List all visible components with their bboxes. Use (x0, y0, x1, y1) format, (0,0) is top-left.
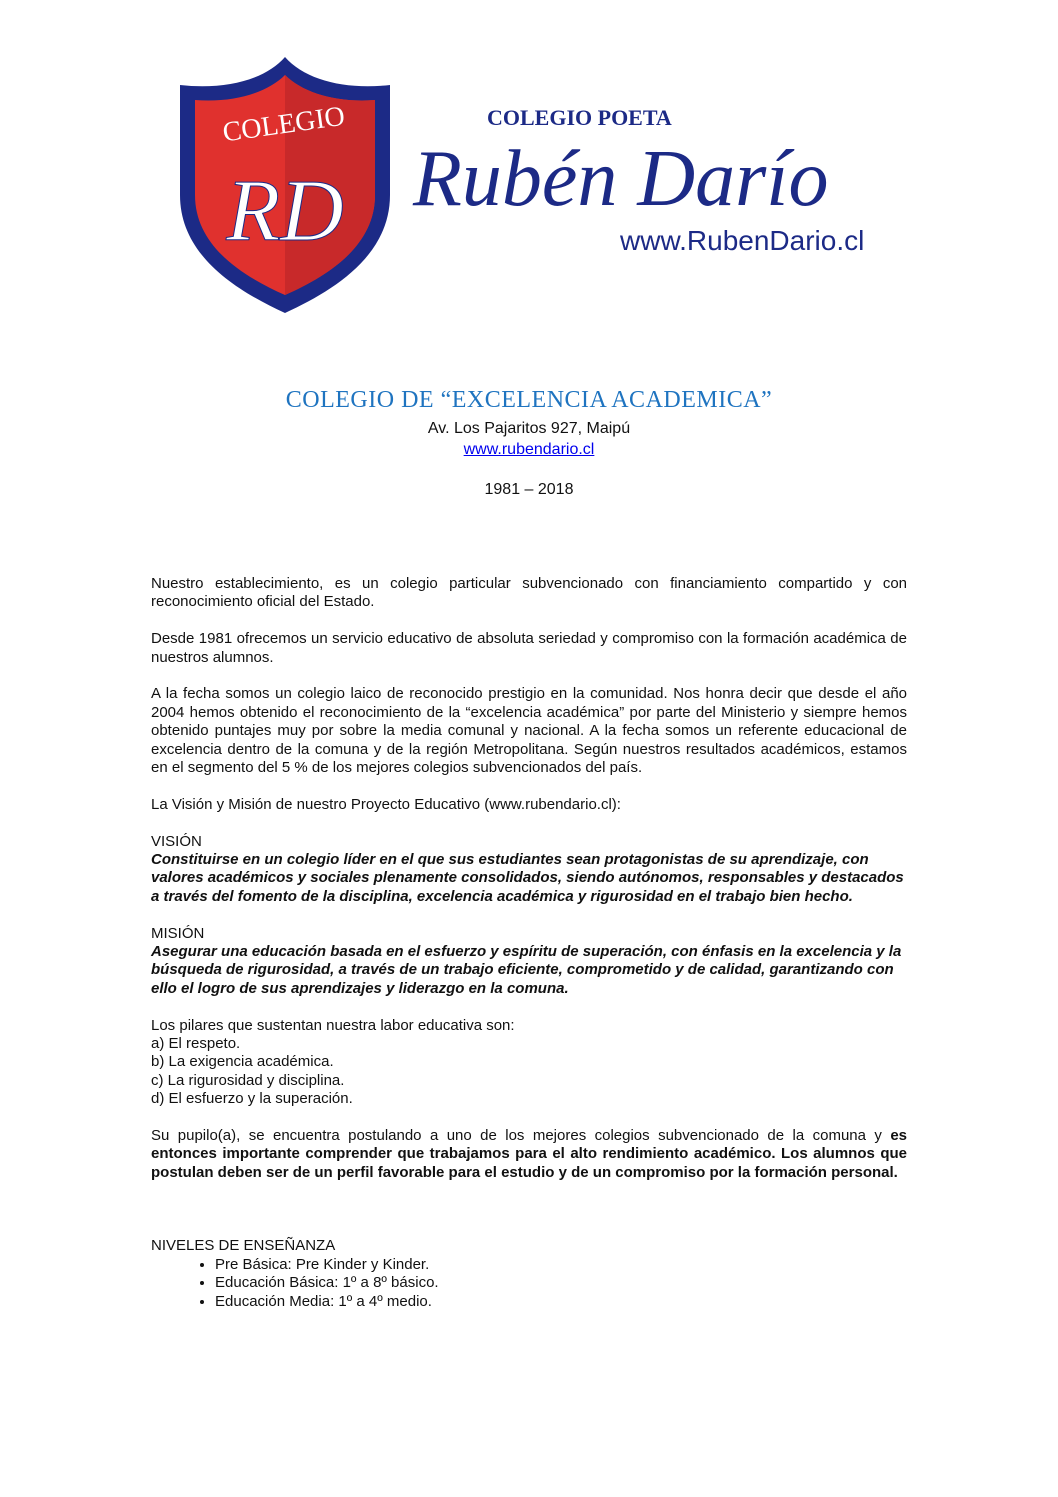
mision-text: Asegurar una educación basada en el esfuerzo y espíritu de superación, con énfasis en la excelencia y la búsqueda de rigurosidad, a través de un trabajo eficiente, comprometido y de calidad, garantizando con ello el logro de sus aprendizajes y liderazgo en la comuna. (151, 943, 902, 997)
years: 1981 – 2018 (484, 481, 574, 498)
logo-name: Rubén Darío (413, 135, 829, 223)
shield-icon (175, 55, 395, 317)
vision-heading: VISIÓN (151, 832, 202, 850)
address: Av. Los Pajaritos 927, Maipú (427, 420, 631, 437)
vision-text: Constituirse en un colegio líder en el que sus estudiantes sean protagonistas de su aprendizaje, con valores académicos y sociales plenamente consolidados, siendo autónomos, responsables y destacados a través del fomento de la disciplina, excelencia académica y rigurosidad en el trabajo bien hecho. (151, 851, 904, 905)
paragraph: La Visión y Misión de nuestro Proyecto Educativo (www.rubendario.cl): (151, 795, 621, 813)
pillar-item: b) La exigencia académica. (151, 1053, 334, 1071)
document-body (151, 575, 907, 1311)
level-item: • Educación Media: 1º a 4º medio. (215, 1293, 907, 1311)
closing-paragraph (151, 1127, 907, 1182)
levels-list (151, 1256, 907, 1311)
pillars-intro: Los pilares que sustentan nuestra labor educativa son: (151, 1016, 515, 1034)
closing-bold-text: es entonces importante comprender que trabajamos para el alto rendimiento académico. Los alumnos que postulan deben ser de un perfil favorable para el estudio y de un compromiso por la formación personal. (151, 1127, 907, 1181)
level-item: • Pre Básica: Pre Kinder y Kinder. (215, 1256, 907, 1274)
paragraph: Desde 1981 ofrecemos un servicio educativo de absoluta seriedad y compromiso con la formación académica de nuestros alumnos. (151, 630, 907, 666)
paragraph: A la fecha somos un colegio laico de reconocido prestigio en la comunidad. Nos honra decir que desde el año 2004 hemos obtenido el reconocimiento de la “excelencia académica” por parte del Ministerio y siempre hemos obtenido puntajes muy por sobre la media comunal y nacional. A la fecha somos un referente educacional de excelencia dentro de la comuna y de la región Metropolitana. Según nuestros resultados académicos, estamos en el segmento del 5 % de los mejores colegios subvencionados del país. (151, 685, 907, 777)
pillar-item: a) El respeto. (151, 1035, 241, 1053)
svg-text:RD: RD (226, 163, 344, 260)
pillar-item: d) El esfuerzo y la superación. (151, 1090, 353, 1108)
mision-heading: MISIÓN (151, 924, 205, 942)
svg-text:COLEGIO: COLEGIO (220, 100, 347, 149)
logo-subtitle: COLEGIO POETA (487, 105, 672, 130)
level-item: • Educación Básica: 1º a 8º básico. (215, 1274, 907, 1292)
logo-website: www.RubenDario.cl (620, 225, 865, 256)
closing-text: Su pupilo(a), se encuentra postulando a uno de los mejores colegios subvencionado de la comuna y (151, 1127, 891, 1145)
website-link[interactable]: www.rubendario.cl (463, 441, 595, 458)
paragraph: Nuestro establecimiento, es un colegio particular subvencionado con financiamiento compartido y con reconocimiento oficial del Estado. (151, 575, 907, 611)
pillar-item: c) La rigurosidad y disciplina. (151, 1071, 345, 1089)
levels-heading: NIVELES DE ENSEÑANZA (151, 1237, 336, 1255)
page-title: COLEGIO DE “EXCELENCIA ACADEMICA” (285, 387, 773, 413)
school-logo (175, 55, 905, 317)
